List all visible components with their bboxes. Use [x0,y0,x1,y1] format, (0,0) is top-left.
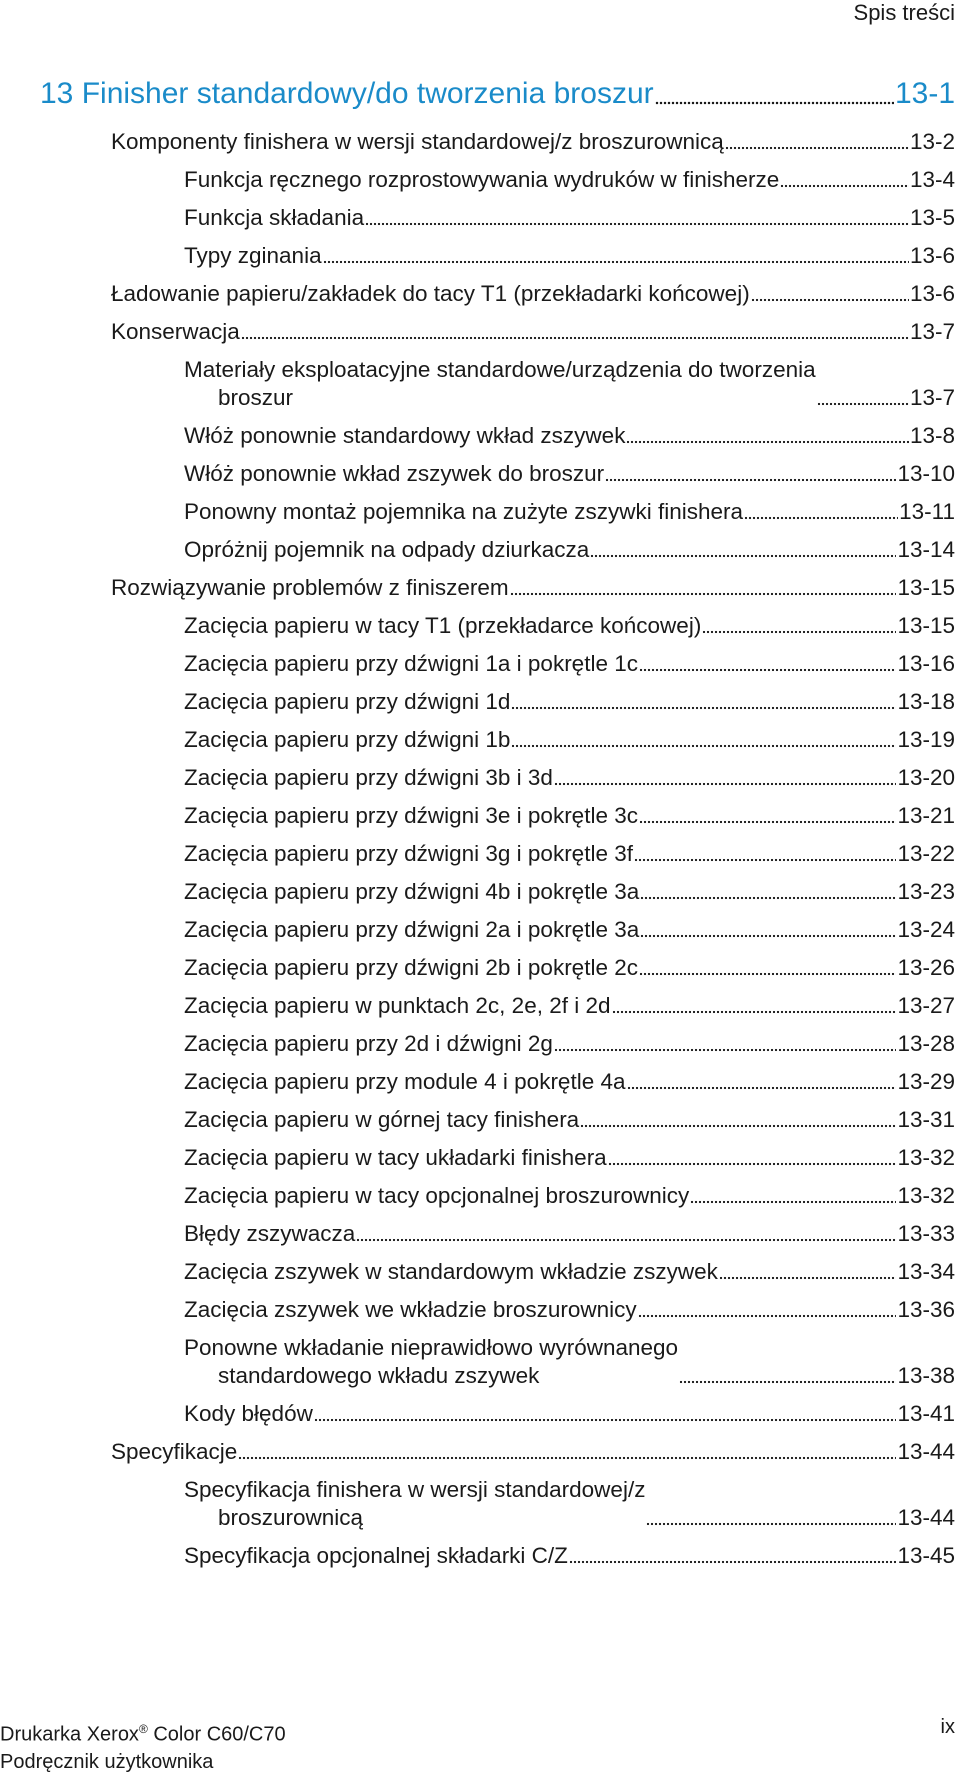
dot-leader [744,510,898,520]
toc-entry-title: Rozwiązywanie problemów z finiszerem [111,575,509,600]
toc-entry-page-number: 13-41 [897,1401,955,1426]
toc-entry-title: Zacięcia papieru przy dźwigni 3e i pokrętle 3c [184,803,638,828]
toc-entry-title: Zacięcia papieru przy dźwigni 1d [184,689,511,714]
toc-entry-title: Błędy zszywacza [184,1221,356,1246]
toc-entry[interactable] [0,1020,960,1058]
toc-entry[interactable] [0,906,960,944]
dot-leader [580,1118,896,1128]
toc-entry-page-number: 13-23 [897,879,955,904]
toc-entry[interactable] [0,830,960,868]
dot-leader [569,1554,897,1564]
toc-entry[interactable] [0,1172,960,1210]
dot-leader [639,662,896,672]
toc-entry-page-number: 13-15 [897,575,955,600]
toc-entry-title-line2: broszurownicą [218,1505,364,1530]
dot-leader [690,1194,896,1204]
toc-entry-title: Funkcja składania [184,205,365,230]
toc-entry-page-number: 13-32 [897,1145,955,1170]
toc-entry-page-number: 13-32 [897,1183,955,1208]
toc-entry[interactable] [0,678,960,716]
toc-entry[interactable] [0,1058,960,1096]
toc-entry[interactable] [0,450,960,488]
toc-chapter-entry[interactable] [40,76,955,112]
toc-entry-page-number: 13-26 [897,955,955,980]
dot-leader [725,140,909,150]
toc-entry-title: Specyfikacja opcjonalnej składarki C/Z [184,1543,568,1568]
toc-entry[interactable] [0,792,960,830]
dot-leader [590,548,896,558]
dot-leader [646,1516,896,1526]
toc-entry[interactable] [0,1532,960,1570]
dot-leader [817,396,909,406]
toc-entry-title: Zacięcia papieru w punktach 2c, 2e, 2f i 2d [184,993,611,1018]
toc-entry[interactable] [0,1248,960,1286]
dot-leader [638,1308,897,1318]
toc-entry-page-number: 13-5 [909,205,955,230]
toc-entry-page-number: 13-15 [897,613,955,638]
toc-entry[interactable] [0,412,960,450]
dot-leader [554,1042,897,1052]
toc-entry[interactable] [0,118,960,156]
toc-entry-title: Zacięcia papieru przy dźwigni 4b i pokrętle 3a [184,879,640,904]
toc-entry[interactable] [0,232,960,270]
dot-leader [719,1270,897,1280]
dot-leader [608,1156,897,1166]
toc-entry-title: Ładowanie papieru/zakładek do tacy T1 (przekładarki końcowej) [111,281,750,306]
toc-entry[interactable] [0,308,960,346]
toc-entry-page-number: 13-7 [909,385,955,410]
dot-leader [640,928,896,938]
toc-entry-title: Komponenty finishera w wersji standardowej/z broszurownicą [111,129,724,154]
toc-entry-page-number: 13-14 [897,537,955,562]
toc-entry[interactable] [0,1210,960,1248]
toc-entry-title: Zacięcia papieru przy dźwigni 3g i pokrętle 3f [184,841,633,866]
toc-entry-page-number: 13-45 [897,1543,955,1568]
toc-entry-title: Zacięcia papieru przy dźwigni 1a i pokrętle 1c [184,651,638,676]
dot-leader [323,254,909,264]
table-of-contents [0,118,960,1570]
toc-entry-title-line2: broszur [218,385,294,410]
toc-entry-title: Włóż ponownie wkład zszywek do broszur [184,461,605,486]
dot-leader [639,814,896,824]
toc-entry-title: Zacięcia papieru przy dźwigni 1b [184,727,511,752]
toc-entry-title: Ponowny montaż pojemnika na zużyte zszywki finishera [184,499,744,524]
toc-entry-title [184,356,816,412]
toc-entry[interactable] [0,868,960,906]
toc-entry-page-number: 13-34 [897,1259,955,1284]
toc-entry-title: Zacięcia papieru przy dźwigni 2a i pokrętle 3a [184,917,640,942]
dot-leader [241,330,909,340]
toc-entry[interactable] [0,346,960,412]
toc-entry[interactable] [0,982,960,1020]
footer-page-number: ix [940,1716,955,1738]
toc-entry-page-number: 13-18 [897,689,955,714]
dot-leader [634,852,896,862]
toc-entry-page-number: 13-8 [909,423,955,448]
dot-leader [751,292,909,302]
toc-entry[interactable] [0,1390,960,1428]
toc-entry[interactable] [0,526,960,564]
toc-entry[interactable] [0,1286,960,1324]
toc-entry-page-number: 13-22 [897,841,955,866]
dot-leader [511,738,896,748]
toc-entry-title: Zacięcia papieru przy module 4 i pokrętle 4a [184,1069,626,1094]
toc-entry-page-number: 13-6 [909,243,955,268]
dot-leader [238,1450,896,1460]
toc-entry[interactable] [0,564,960,602]
toc-entry-page-number: 13-44 [897,1439,955,1464]
toc-entry[interactable] [0,1096,960,1134]
toc-entry-page-number: 13-31 [897,1107,955,1132]
dot-leader [626,434,909,444]
toc-entry-page-number: 13-28 [897,1031,955,1056]
toc-entry[interactable] [0,156,960,194]
footer-guide-name: Podręcznik użytkownika [0,1750,214,1773]
toc-entry[interactable] [0,194,960,232]
toc-entry-title: Zacięcia zszywek we wkładzie broszurownicy [184,1297,637,1322]
toc-entry-page-number: 13-7 [909,319,955,344]
toc-entry-page-number: 13-24 [897,917,955,942]
toc-entry-title: Zacięcia papieru przy 2d i dźwigni 2g [184,1031,553,1056]
toc-entry-page-number: 13-11 [899,499,955,524]
toc-entry-page-number: 13-29 [897,1069,955,1094]
dot-leader [679,1374,896,1384]
dot-leader [627,1080,897,1090]
running-header: Spis treści [853,0,955,25]
dot-leader [702,624,896,634]
toc-entry-page-number: 13-2 [909,129,955,154]
toc-entry-title: Zacięcia papieru w tacy opcjonalnej broszurownicy [184,1183,690,1208]
toc-entry-title: Opróżnij pojemnik na odpady dziurkacza [184,537,590,562]
dot-leader [612,1004,897,1014]
toc-entry[interactable] [0,602,960,640]
toc-entry-title: Włóż ponownie standardowy wkład zszywek [184,423,626,448]
toc-entry-page-number: 13-16 [897,651,955,676]
chapter-title: 13 Finisher standardowy/do tworzenia broszur [40,77,654,110]
toc-entry-title-line1: Specyfikacja finishera w wersji standardowej/z [184,1477,646,1502]
toc-entry-page-number: 13-36 [897,1297,955,1322]
toc-entry-page-number: 13-27 [897,993,955,1018]
toc-entry-title: Typy zginania [184,243,322,268]
toc-entry-title [184,1334,678,1390]
product-model: Color C60/C70 [147,1723,286,1746]
toc-entry[interactable] [0,270,960,308]
toc-entry-title: Zacięcia papieru w tacy układarki finishera [184,1145,607,1170]
toc-entry-page-number: 13-21 [897,803,955,828]
dot-leader [780,178,909,188]
toc-entry-page-number: 13-33 [897,1221,955,1246]
toc-entry-title: Funkcja ręcznego rozprostowywania wydruków w finisherze [184,167,780,192]
dot-leader [356,1232,896,1242]
toc-entry[interactable] [0,488,960,526]
toc-entry-title: Zacięcia papieru przy dźwigni 2b i pokrętle 2c [184,955,638,980]
footer-product [0,1716,286,1776]
toc-entry-title: Konserwacja [111,319,240,344]
dot-leader [511,700,896,710]
toc-entry-title-line1: Ponowne wkładanie nieprawidłowo wyrównanego [184,1335,679,1360]
toc-entry-title-line1: Materiały eksploatacyjne standardowe/urządzenia do tworzenia [184,357,816,382]
dot-leader [314,1412,897,1422]
toc-entry-title: Zacięcia zszywek w standardowym wkładzie zszywek [184,1259,718,1284]
toc-entry[interactable] [0,754,960,792]
toc-entry-title: Kody błędów [184,1401,313,1426]
toc-entry[interactable] [0,1466,960,1532]
toc-entry-page-number: 13-44 [897,1505,955,1530]
toc-entry[interactable] [0,1428,960,1466]
dot-leader [554,776,897,786]
dot-leader [510,586,897,596]
footer-product-line [0,1716,286,1749]
dot-leader [605,472,896,482]
toc-entry-page-number: 13-6 [909,281,955,306]
product-brand: Drukarka Xerox [0,1723,139,1746]
toc-entry[interactable] [0,1324,960,1390]
toc-entry[interactable] [0,944,960,982]
toc-entry-title: Zacięcia papieru w górnej tacy finishera [184,1107,580,1132]
toc-entry[interactable] [0,716,960,754]
toc-entry[interactable] [0,1134,960,1172]
registered-mark: ® [138,1722,148,1736]
toc-entry-page-number: 13-20 [897,765,955,790]
toc-entry-title: Zacięcia papieru w tacy T1 (przekładarce końcowej) [184,613,702,638]
toc-entry-title: Zacięcia papieru przy dźwigni 3b i 3d [184,765,553,790]
toc-entry-page-number: 13-38 [897,1363,955,1388]
dot-leader [365,216,909,226]
dot-leader [655,95,894,105]
toc-entry[interactable] [0,640,960,678]
toc-entry-title: Specyfikacje [111,1439,238,1464]
toc-entry-title [184,1476,645,1532]
toc-entry-page-number: 13-10 [897,461,955,486]
toc-entry-page-number: 13-19 [897,727,955,752]
dot-leader [640,890,896,900]
toc-entry-page-number: 13-4 [909,167,955,192]
chapter-page-number: 13-1 [894,77,955,110]
toc-entry-title-line2: standardowego wkładu zszywek [218,1363,540,1388]
dot-leader [639,966,896,976]
